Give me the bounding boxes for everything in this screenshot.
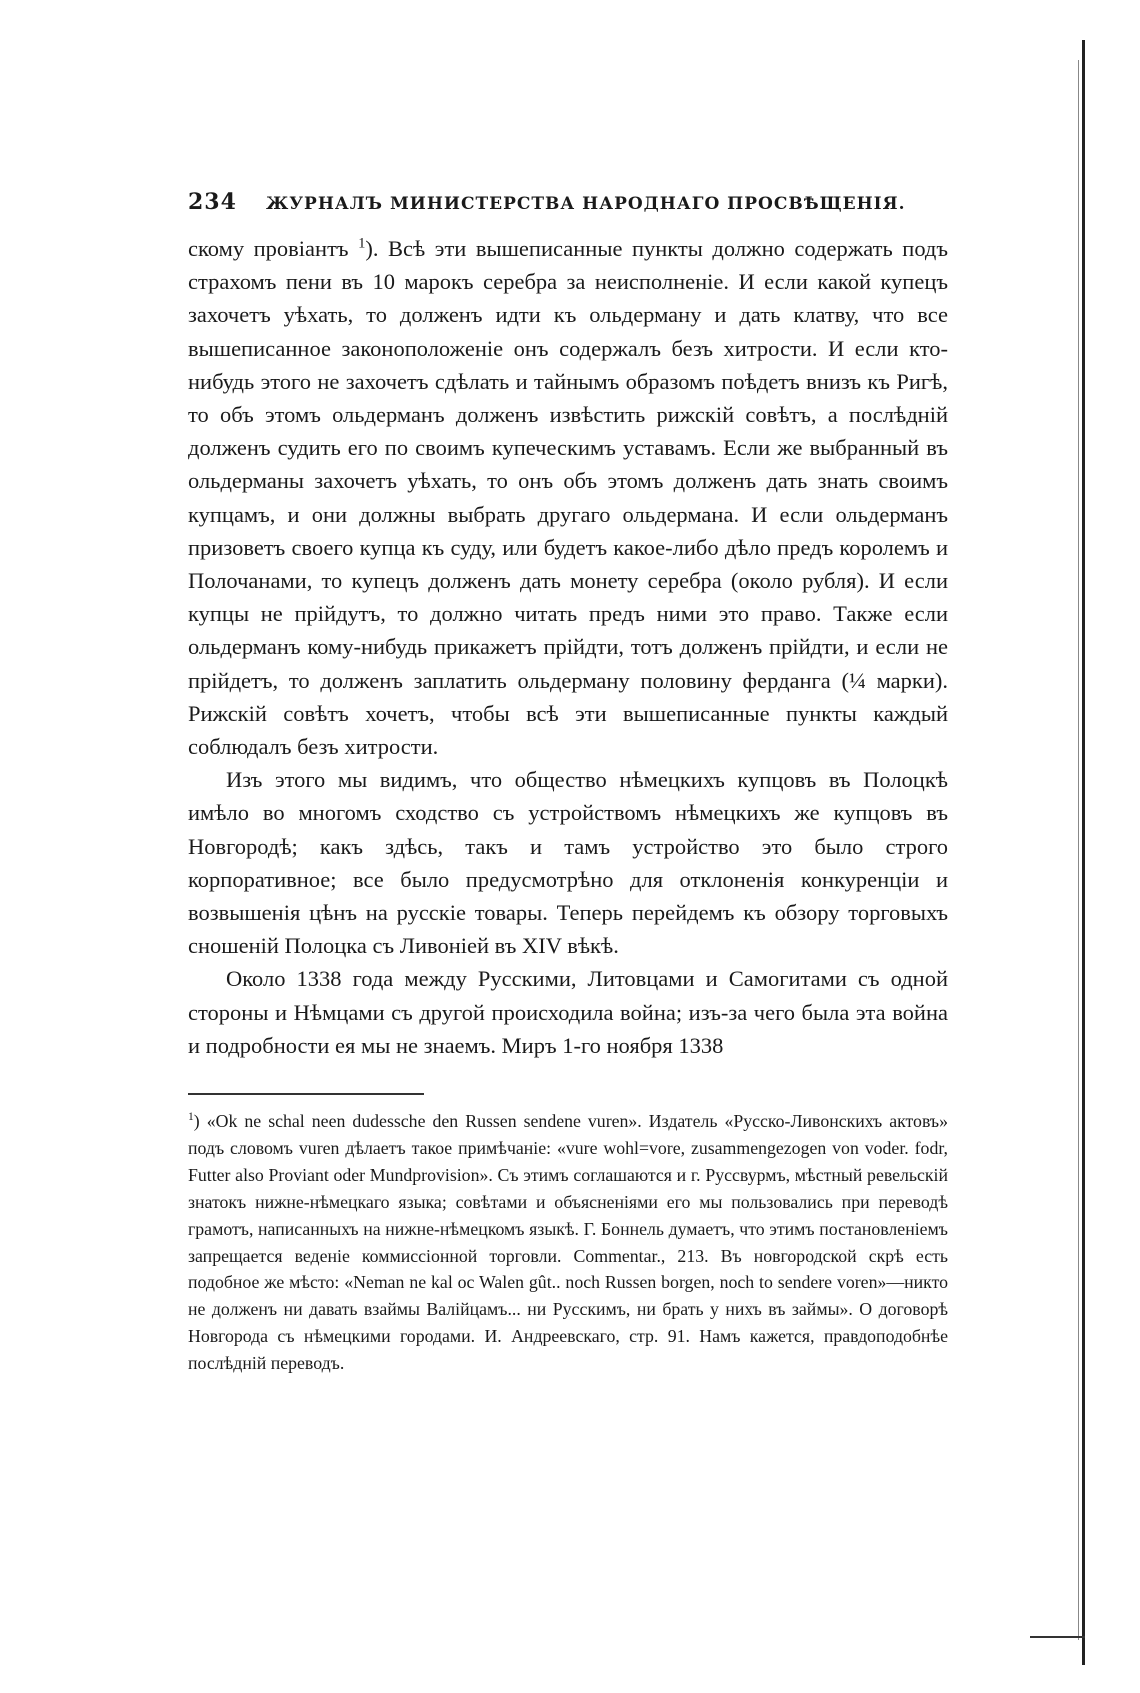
- paragraph-1: [188, 232, 948, 763]
- scan-edge-line-thin: [1078, 60, 1079, 1640]
- footnote-ref: 1: [358, 235, 366, 252]
- footnote-text: ) «Ok ne schal neen dudessche den Russen sendene vuren». Издатель «Русско-Ливонскихъ актовъ» подъ словомъ vuren дѣлаетъ такое примѣчаніе: «vure wohl=vore, zusammengezogen von voder. fodr, Futter also Proviant oder Mundprovision». Съ этимъ соглашаются и г. Руссвурмъ, мѣстный ревельскій знатокъ нижне-нѣмецкаго языка; совѣтами и объясненіями его мы пользовались при переводѣ грамотъ, написанныхъ на нижне-нѣмецкомъ языкѣ. Г. Боннель думаетъ, что этимъ постановленіемъ запрещается веденіе коммиссіонной торговли. Commentar., 213. Въ новгородской скрѣ есть подобное же мѣсто: «Neman ne kal oc Walen gût.. noch Russen borgen, noch to sendere voren»—никто не долженъ ни давать взаймы Валійцамъ... ни Русскимъ, ни брать у нихъ въ займы». О договорѣ Новгорода съ нѣмецкими городами. И. Андреевскаго, стр. 91. Намъ кажется, правдоподобнѣе послѣдній переводъ.: [188, 1111, 948, 1374]
- footnote-divider: [188, 1093, 424, 1095]
- paragraph-2: Изъ этого мы видимъ, что общество нѣмецкихъ купцовъ въ Полоцкѣ имѣло во многомъ сходство съ устройствомъ нѣмецкихъ же купцовъ въ Новгородѣ; какъ здѣсь, такъ и тамъ устройство это было строго корпоративное; все было предусмотрѣно для отклоненія конкуренціи и возвышенія цѣнъ на русскіе товары. Теперь перейдемъ къ обзору торговыхъ сношеній Полоцка съ Ливоніей въ XIV вѣкѣ.: [188, 767, 948, 959]
- footnote: [188, 1108, 948, 1377]
- paragraph-1-start: скому провіантъ: [188, 236, 359, 261]
- running-title: ЖУРНАЛЪ МИНИСТЕРСТВА НАРОДНАГО ПРОСВѢЩЕНІЯ.: [265, 194, 906, 214]
- paragraph-1-rest: ). Всѣ эти вышеписанные пункты должно содержать подъ страхомъ пени въ 10 марокъ серебра за неисполненіе. И если какой купецъ захочетъ уѣхать, то долженъ идти къ ольдерману и дать клатву, что все вышеписанное законоположеніе онъ содержалъ безъ хитрости. И если кто-нибудь этого не захочетъ сдѣлать и тайнымъ образомъ поѣдетъ внизъ къ Ригѣ, то объ этомъ ольдерманъ долженъ извѣстить рижскій совѣтъ, а послѣдній долженъ судить его по своимъ купеческимъ уставамъ. Если же выбранный въ ольдерманы захочетъ уѣхать, то онъ объ этомъ долженъ дать знать своимъ купцамъ, и они должны выбрать другаго ольдермана. И если ольдерманъ призоветъ своего купца къ суду, или будетъ какое-либо дѣло предъ королемъ и Полочанами, то купецъ долженъ дать монету серебра (около рубля). И если купцы не прійдутъ, то должно читать предъ ними это право. Также если ольдерманъ кому-нибудь прикажетъ прійдти, тотъ долженъ прійдти, и если не прійдетъ, то долженъ заплатить ольдерману половину ферданга (¼ марки). Рижскій совѣтъ хочетъ, чтобы всѣ эти вышеписанные пункты каждый соблюдалъ безъ хитрости.: [188, 236, 948, 760]
- page-number: 234: [188, 189, 237, 215]
- running-header: [188, 188, 948, 218]
- footnote-marker: 1: [188, 1110, 194, 1124]
- scan-corner-mark: [1030, 1636, 1085, 1638]
- scan-edge-line: [1082, 40, 1085, 1665]
- paragraph-3: Около 1338 года между Русскими, Литовцами и Самогитами съ одной стороны и Нѣмцами съ другой происходила война; изъ-за чего была эта война и подробности ея мы не знаемъ. Миръ 1-го ноября 1338: [188, 966, 948, 1058]
- main-text: [188, 232, 948, 1062]
